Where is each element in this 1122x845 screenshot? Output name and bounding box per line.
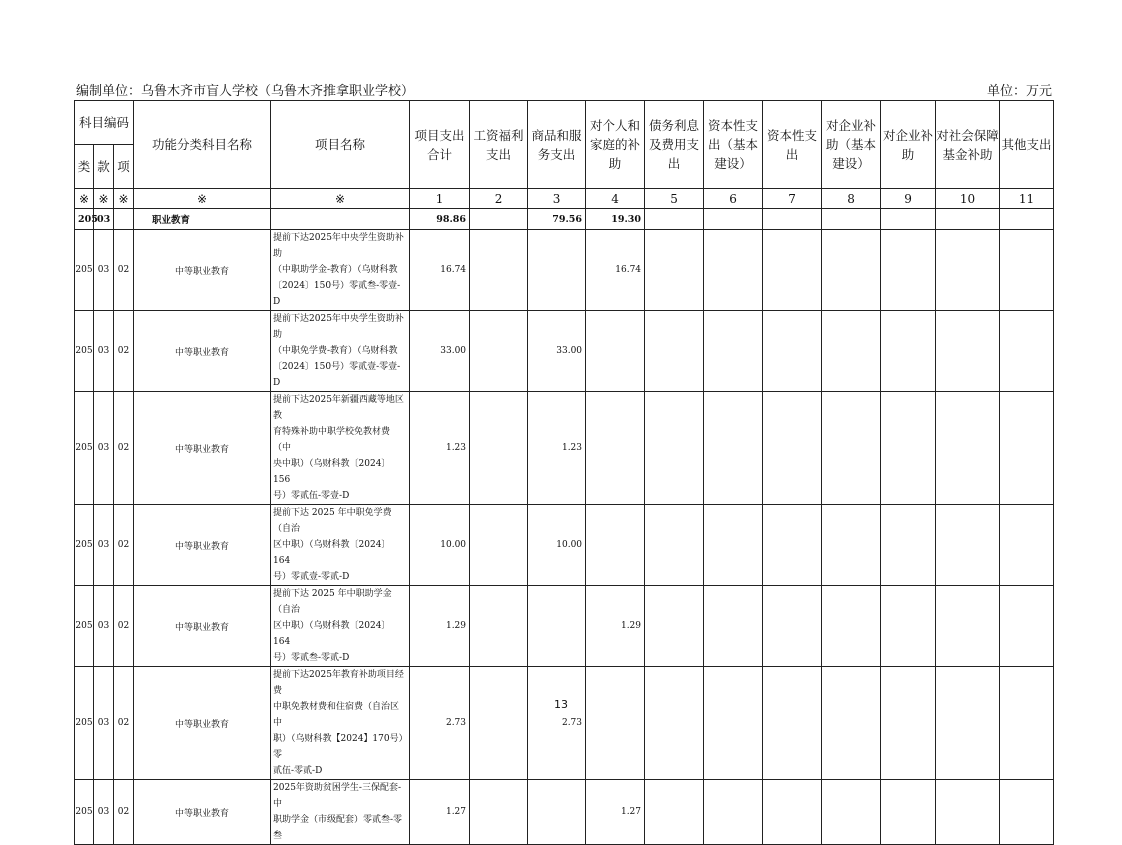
- cell-func: 中等职业教育: [134, 505, 271, 586]
- cell-proj: [271, 311, 410, 392]
- table-row: [75, 667, 1054, 780]
- cell-wage: [470, 230, 528, 311]
- compiling-unit: 编制单位：乌鲁木齐市盲人学校（乌鲁木齐推拿职业学校）: [76, 84, 415, 99]
- cell-empty: [822, 505, 881, 586]
- table-row: [75, 392, 1054, 505]
- index-cell: 10: [936, 189, 1000, 209]
- cell-empty: [936, 209, 1000, 230]
- project-name-line: 职）（乌财科教【2024】170号）零: [273, 734, 404, 760]
- cell-subsidy: [586, 505, 645, 586]
- cell-empty: [822, 780, 881, 845]
- index-cell: 9: [881, 189, 936, 209]
- cell-empty: [763, 230, 822, 311]
- cell-empty: [1000, 667, 1054, 780]
- cell-empty: [1000, 780, 1054, 845]
- cell-empty: [936, 667, 1000, 780]
- cell-lei: 205: [75, 209, 94, 230]
- cell-subsidy: [586, 667, 645, 780]
- col-4: 对个人和家庭的补助: [586, 101, 645, 189]
- cell-empty: [936, 311, 1000, 392]
- cell-empty: [645, 667, 704, 780]
- cell-empty: [704, 586, 763, 667]
- cell-empty: [645, 505, 704, 586]
- project-name-line: 号）零贰伍-零壹-D: [273, 491, 350, 501]
- cell-empty: [822, 586, 881, 667]
- project-name-line: 〔2024〕150号）零贰叁-零壹-D: [273, 281, 401, 307]
- cell-empty: [704, 230, 763, 311]
- cell-total: 1.23: [410, 392, 470, 505]
- cell-func: 中等职业教育: [134, 586, 271, 667]
- cell-wage: [470, 209, 528, 230]
- cell-goods: [528, 230, 586, 311]
- cell-goods: 79.56: [528, 209, 586, 230]
- cell-total: 1.27: [410, 780, 470, 845]
- cell-lei: 205: [75, 586, 94, 667]
- cell-proj: [271, 230, 410, 311]
- cell-lei: 205: [75, 667, 94, 780]
- col-8: 对企业补助（基本建设）: [822, 101, 881, 189]
- cell-proj: [271, 667, 410, 780]
- col-7: 资本性支出: [763, 101, 822, 189]
- cell-empty: [1000, 209, 1054, 230]
- cell-subsidy: 1.27: [586, 780, 645, 845]
- col-2: 工资福利支出: [470, 101, 528, 189]
- project-name-line: 央中职）（乌财科教〔2024〕156: [273, 459, 391, 485]
- cell-xiang: [114, 209, 134, 230]
- cell-goods: 10.00: [528, 505, 586, 586]
- cell-empty: [881, 230, 936, 311]
- project-name-line: 〔2024〕150号）零贰壹-零壹-D: [273, 362, 401, 388]
- project-name-line: 育特殊补助中职学校免教材费（中: [273, 427, 391, 453]
- col-9: 对企业补助: [881, 101, 936, 189]
- cell-empty: [704, 505, 763, 586]
- cell-empty: [936, 780, 1000, 845]
- cell-empty: [704, 311, 763, 392]
- col-lei: 类: [75, 145, 94, 189]
- cell-wage: [470, 586, 528, 667]
- cell-func: 中等职业教育: [134, 230, 271, 311]
- cell-kuan: 03: [94, 586, 114, 667]
- col-func-name: 功能分类科目名称: [134, 101, 271, 189]
- cell-empty: [1000, 392, 1054, 505]
- project-name-line: 区中职）（乌财科教〔2024〕164: [273, 621, 391, 647]
- index-cell: 4: [586, 189, 645, 209]
- cell-empty: [645, 392, 704, 505]
- cell-kuan: 03: [94, 505, 114, 586]
- cell-empty: [645, 311, 704, 392]
- cell-lei: 205: [75, 505, 94, 586]
- project-name-line: 号）零贰壹-零贰-D: [273, 572, 350, 582]
- cell-empty: [704, 392, 763, 505]
- cell-kuan: 03: [94, 209, 114, 230]
- cell-xiang: 02: [114, 392, 134, 505]
- project-name-line: 提前下达 2025 年中职免学费（自治: [273, 508, 392, 534]
- cell-total: 33.00: [410, 311, 470, 392]
- index-cell: 6: [704, 189, 763, 209]
- cell-empty: [1000, 311, 1054, 392]
- cell-empty: [936, 505, 1000, 586]
- cell-empty: [881, 505, 936, 586]
- cell-empty: [822, 311, 881, 392]
- project-name-line: 提前下达2025年新疆西藏等地区教: [273, 395, 404, 421]
- cell-empty: [763, 780, 822, 845]
- cell-empty: [936, 392, 1000, 505]
- cell-empty: [763, 586, 822, 667]
- cell-kuan: 03: [94, 392, 114, 505]
- project-name-line: （中职免学费-教育）（乌财科教: [273, 346, 398, 356]
- cell-empty: [822, 230, 881, 311]
- cell-empty: [763, 667, 822, 780]
- index-cell: 11: [1000, 189, 1054, 209]
- col-kuan: 款: [94, 145, 114, 189]
- cell-xiang: 02: [114, 780, 134, 845]
- cell-func: 中等职业教育: [134, 780, 271, 845]
- cell-empty: [645, 780, 704, 845]
- cell-empty: [881, 586, 936, 667]
- cell-total: 2.73: [410, 667, 470, 780]
- cell-empty: [1000, 230, 1054, 311]
- cell-goods: 33.00: [528, 311, 586, 392]
- project-name-line: （中职助学金-教育）（乌财科教: [273, 265, 398, 275]
- cell-subsidy: 1.29: [586, 586, 645, 667]
- col-5: 债务利息及费用支出: [645, 101, 704, 189]
- cell-proj: [271, 392, 410, 505]
- col-code-group: 科目编码: [75, 101, 134, 145]
- project-name-line: 职助学金（市级配套）零贰叁-零叁: [273, 815, 403, 841]
- cell-empty: [822, 667, 881, 780]
- col-proj-name: 项目名称: [271, 101, 410, 189]
- cell-goods: [528, 780, 586, 845]
- cell-empty: [881, 392, 936, 505]
- cell-wage: [470, 667, 528, 780]
- project-name-line: 提前下达2025年中央学生资助补助: [273, 233, 404, 259]
- cell-empty: [763, 392, 822, 505]
- project-name-line: 中职免教材费和住宿费（自治区中: [273, 702, 400, 728]
- cell-empty: [704, 209, 763, 230]
- expenditure-table: [74, 100, 1054, 845]
- index-cell: ※: [94, 189, 114, 209]
- cell-empty: [704, 780, 763, 845]
- cell-func: 中等职业教育: [134, 667, 271, 780]
- cell-goods: 1.23: [528, 392, 586, 505]
- table-row: [75, 780, 1054, 845]
- cell-goods: 2.73: [528, 667, 586, 780]
- project-name-line: 区中职）（乌财科教〔2024〕164: [273, 540, 391, 566]
- col-10: 对社会保障基金补助: [936, 101, 1000, 189]
- index-cell: 5: [645, 189, 704, 209]
- cell-func: 中等职业教育: [134, 311, 271, 392]
- index-cell: 2: [470, 189, 528, 209]
- project-name-line: 提前下达 2025 年中职助学金（自治: [273, 589, 392, 615]
- cell-kuan: 03: [94, 780, 114, 845]
- cell-wage: [470, 505, 528, 586]
- col-6: 资本性支出（基本建设）: [704, 101, 763, 189]
- index-cell: 7: [763, 189, 822, 209]
- cell-empty: [881, 667, 936, 780]
- table-row: [75, 586, 1054, 667]
- cell-subsidy: [586, 392, 645, 505]
- project-name-line: 提前下达2025年教育补助项目经费: [273, 670, 404, 696]
- col-3: 商品和服务支出: [528, 101, 586, 189]
- cell-subsidy: 19.30: [586, 209, 645, 230]
- index-cell: ※: [134, 189, 271, 209]
- cell-total: 1.29: [410, 586, 470, 667]
- cell-empty: [1000, 586, 1054, 667]
- cell-kuan: 03: [94, 230, 114, 311]
- cell-total: 98.86: [410, 209, 470, 230]
- cell-lei: 205: [75, 230, 94, 311]
- cell-xiang: 02: [114, 230, 134, 311]
- index-cell: ※: [114, 189, 134, 209]
- col-1: 项目支出合计: [410, 101, 470, 189]
- cell-goods: [528, 586, 586, 667]
- index-cell: ※: [75, 189, 94, 209]
- cell-lei: 205: [75, 311, 94, 392]
- cell-empty: [704, 667, 763, 780]
- cell-wage: [470, 392, 528, 505]
- cell-xiang: 02: [114, 667, 134, 780]
- cell-xiang: 02: [114, 311, 134, 392]
- table-row: [75, 230, 1054, 311]
- cell-proj: [271, 209, 410, 230]
- project-name-line: 号）零贰叁-零贰-D: [273, 653, 350, 663]
- cell-lei: 205: [75, 780, 94, 845]
- cell-empty: [763, 209, 822, 230]
- cell-lei: 205: [75, 392, 94, 505]
- col-11: 其他支出: [1000, 101, 1054, 189]
- cell-kuan: 03: [94, 667, 114, 780]
- summary-row: [75, 209, 1054, 230]
- money-unit: 单位：万元: [986, 84, 1052, 99]
- header-row-top: [75, 101, 1054, 145]
- cell-wage: [470, 780, 528, 845]
- cell-wage: [470, 311, 528, 392]
- project-name-line: 贰伍-零贰-D: [273, 766, 323, 776]
- cell-empty: [1000, 505, 1054, 586]
- cell-empty: [822, 392, 881, 505]
- index-cell: 3: [528, 189, 586, 209]
- table-row: [75, 311, 1054, 392]
- index-row: [75, 189, 1054, 209]
- project-name-line: 提前下达2025年中央学生资助补助: [273, 314, 404, 340]
- index-cell: 8: [822, 189, 881, 209]
- cell-kuan: 03: [94, 311, 114, 392]
- col-xiang: 项: [114, 145, 134, 189]
- cell-subsidy: 16.74: [586, 230, 645, 311]
- cell-total: 10.00: [410, 505, 470, 586]
- cell-empty: [881, 209, 936, 230]
- cell-func: 中等职业教育: [134, 392, 271, 505]
- table-row: [75, 505, 1054, 586]
- cell-empty: [763, 311, 822, 392]
- cell-total: 16.74: [410, 230, 470, 311]
- cell-subsidy: [586, 311, 645, 392]
- cell-empty: [645, 586, 704, 667]
- cell-empty: [822, 209, 881, 230]
- index-cell: ※: [271, 189, 410, 209]
- cell-proj: [271, 780, 410, 845]
- cell-proj: [271, 586, 410, 667]
- cell-xiang: 02: [114, 586, 134, 667]
- cell-empty: [936, 586, 1000, 667]
- cell-empty: [936, 230, 1000, 311]
- project-name-line: 2025年资助贫困学生-三保配套-中: [273, 783, 402, 809]
- cell-empty: [881, 780, 936, 845]
- cell-func: 职业教育: [134, 209, 271, 230]
- cell-proj: [271, 505, 410, 586]
- page-number: 13: [554, 698, 568, 711]
- cell-xiang: 02: [114, 505, 134, 586]
- index-cell: 1: [410, 189, 470, 209]
- cell-empty: [763, 505, 822, 586]
- cell-empty: [645, 209, 704, 230]
- cell-empty: [645, 230, 704, 311]
- cell-empty: [881, 311, 936, 392]
